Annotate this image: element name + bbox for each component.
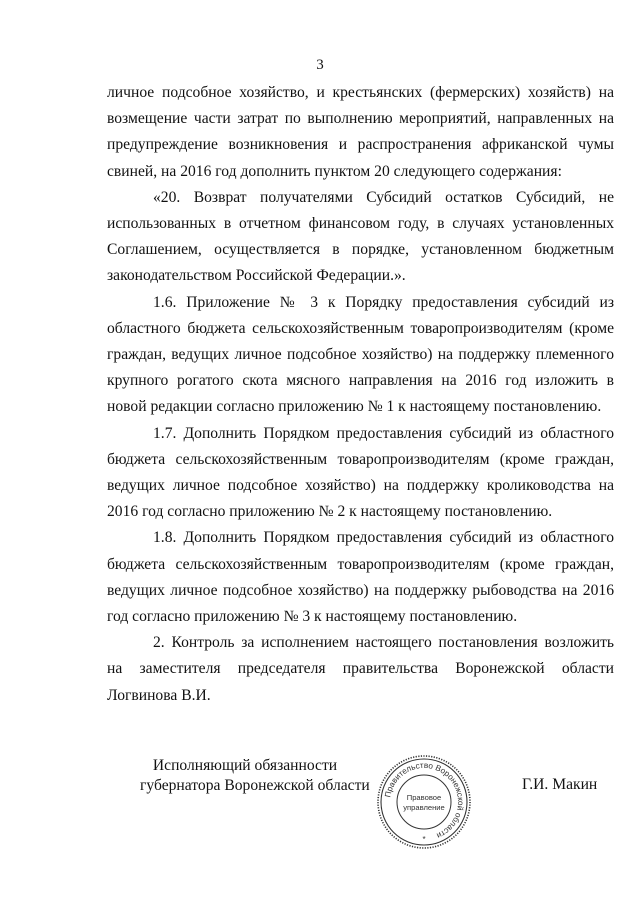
- seal-center-line1: Правовое: [406, 793, 442, 802]
- signature-block: [0, 752, 640, 852]
- document-body: [107, 80, 614, 709]
- signatory-position-line1: Исполняющий обязанности: [152, 757, 338, 774]
- seal-center-line2: управление: [403, 803, 445, 812]
- seal-ring-text: Правительство Воронежской области: [383, 760, 466, 841]
- signatory-name: Г.И. Макин: [522, 776, 598, 793]
- paragraph-1-7: 1.7. Дополнить Порядком предоставления субсидий из областного бюджета сельскохозяйственным товаропроизводителям (кроме граждан, ведущих личное подсобное хозяйство) на поддержку кролиководства на 2016 год согласно приложению № 2 к настоящему постановлению.: [107, 424, 614, 521]
- signatory-position: [140, 756, 370, 796]
- paragraph-1-6: 1.6. Приложение № 3 к Порядку предоставления субсидий из областного бюджета сельскохозяйственным товаропроизводителям (кроме граждан, ведущих личное подсобное хозяйство) на поддержку племенного крупного рогатого скота мясного направления на 2016 год изложить в новой редакции согласно приложению № 1 к настоящему постановлению.: [107, 293, 614, 416]
- seal-star-icon: *: [422, 835, 426, 844]
- paragraph-point-20: «20. Возврат получателями Субсидий остатков Субсидий, не использованных в отчетном финансовом году, в случаях установленных Соглашением, осуществляется в порядке, установленном бюджетным законодательством Российской Федерации.».: [107, 188, 614, 285]
- official-seal-icon: [374, 752, 474, 852]
- signatory-position-line2: губернатора Воронежской области: [140, 777, 370, 794]
- paragraph-2-control: 2. Контроль за исполнением настоящего постановления возложить на заместителя председателя правительства Воронежской области Логвинова В.И.: [107, 634, 614, 704]
- page-number: 3: [316, 57, 324, 73]
- paragraph-continuation: личное подсобное хозяйство, и крестьянских (фермерских) хозяйств) на возмещение части затрат по выполнению мероприятий, направленных на предупреждение возникновения и распространения африканской чумы свиней, на 2016 год дополнить пунктом 20 следующего содержания:: [107, 84, 614, 180]
- paragraph-1-8: 1.8. Дополнить Порядком предоставления субсидий из областного бюджета сельскохозяйственным товаропроизводителям (кроме граждан, ведущих личное подсобное хозяйство) на поддержку рыбоводства на 2016 год согласно приложению № 3 к настоящему постановлению.: [107, 529, 614, 626]
